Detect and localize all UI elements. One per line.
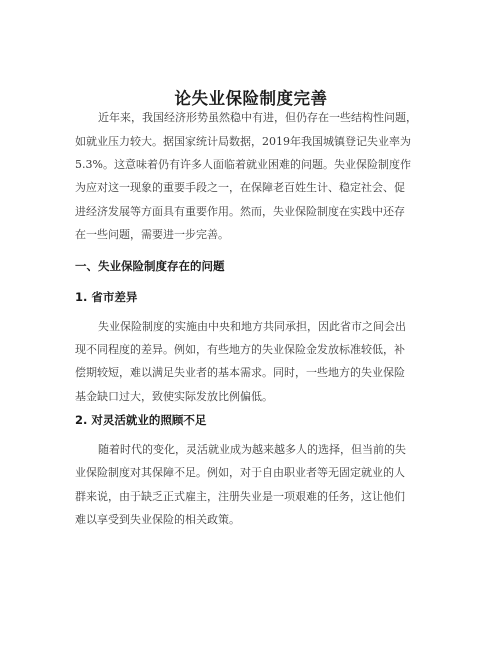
sub1-line-4: 基金缺口过大，致使实际发放比例偏低。 [75, 390, 273, 403]
subsection-heading-2: 2. 对灵活就业的照顾不足 [75, 413, 207, 427]
sub2-line-4: 难以享受到失业保险的相关政策。 [75, 513, 240, 526]
sub2-line-2: 业保险制度对其保障不足。例如，对于自由职业者等无固定就业的人 [75, 466, 405, 479]
sub1-line-2: 现不同程度的差异。例如，有些地方的失业保险金发放标准较低，补 [75, 343, 405, 356]
intro-line-3: 5.3%。这意味着仍有许多人面临着就业困难的问题。失业保险制度作 [75, 158, 411, 171]
sub2-line-3: 群来说，由于缺乏正式雇主，注册失业是一项艰难的任务，这让他们 [75, 490, 405, 503]
sub2-line-1: 随着时代的变化，灵活就业成为越来越多人的选择，但当前的失 [98, 443, 406, 456]
document-title: 论失业保险制度完善 [174, 89, 328, 108]
intro-line-4: 为应对这一现象的重要手段之一，在保障老百姓生计、稳定社会、促 [75, 181, 405, 194]
intro-line-6: 在一些问题，需要进一步完善。 [75, 228, 229, 241]
intro-line-5: 进经济发展等方面具有重要作用。然而，失业保险制度在实践中还存 [75, 205, 405, 218]
intro-line-2: 如就业压力较大。据国家统计局数据，2019年我国城镇登记失业率为 [75, 135, 411, 148]
sub1-line-1: 失业保险制度的实施由中央和地方共同承担，因此省市之间会出 [98, 320, 406, 333]
intro-line-1: 近年来，我国经济形势虽然稳中有进，但仍存在一些结构性问题， [98, 111, 417, 124]
sub1-line-3: 偿期较短，难以满足失业者的基本需求。同时，一些地方的失业保险 [75, 366, 405, 379]
subsection-heading-1: 1. 省市差异 [75, 290, 138, 304]
section-heading: 一、失业保险制度存在的问题 [75, 259, 225, 273]
